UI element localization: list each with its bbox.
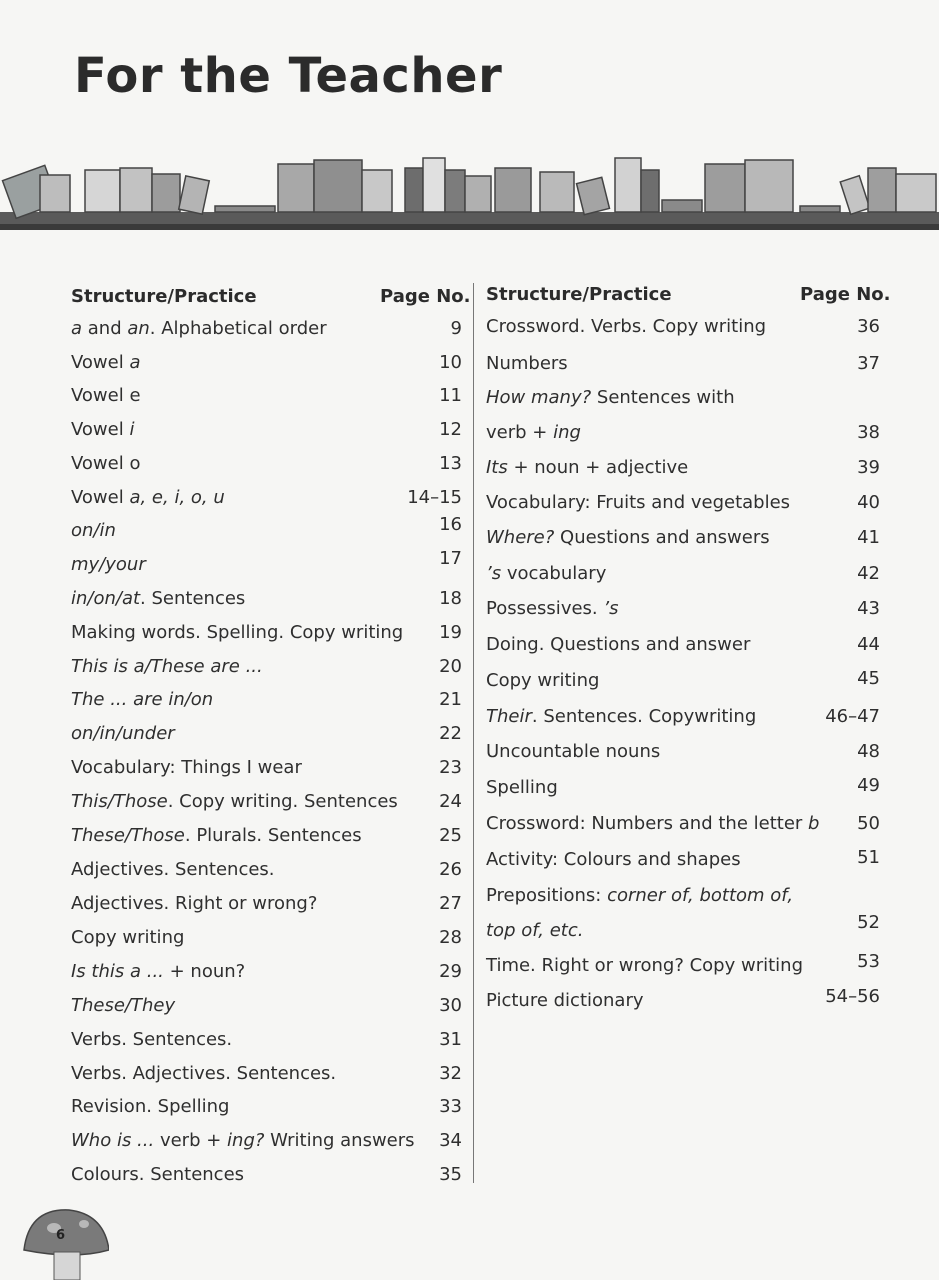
toc-row-page: 30	[439, 995, 462, 1016]
page-number: 6	[56, 1228, 66, 1243]
toc-row	[486, 885, 880, 909]
toc-row-page: 14–15	[407, 487, 462, 508]
toc-row-label	[486, 955, 803, 976]
toc-row	[71, 995, 462, 1019]
toc-row-label	[71, 791, 398, 812]
toc-row-text: verb +	[154, 1130, 228, 1151]
toc-row-text: . Plurals. Sentences	[184, 825, 362, 846]
toc-row-page: 24	[439, 791, 462, 812]
toc-row-page: 22	[439, 723, 462, 744]
left-header-label: Structure/Practice	[71, 286, 257, 307]
page-title: For the Teacher	[74, 48, 503, 104]
toc-row	[486, 741, 880, 765]
toc-row-text: ’s	[486, 563, 502, 584]
toc-row-page: 48	[857, 741, 880, 762]
toc-row-text: Questions and answers	[554, 527, 770, 548]
toc-row-page: 23	[439, 757, 462, 778]
toc-row-page: 16	[439, 514, 462, 535]
toc-row-label	[71, 893, 317, 914]
toc-row	[486, 813, 880, 837]
toc-row	[486, 986, 880, 1014]
toc-row-label	[71, 520, 116, 541]
toc-row-page: 33	[439, 1096, 462, 1117]
toc-row-text: Numbers	[486, 353, 568, 374]
toc-row	[486, 777, 880, 801]
toc-row-text: These/They	[71, 995, 176, 1016]
toc-row	[71, 352, 462, 376]
toc-row	[486, 457, 880, 481]
toc-row	[71, 1164, 462, 1188]
toc-row-text: Revision. Spelling	[71, 1096, 230, 1117]
toc-row	[71, 961, 462, 985]
toc-row-label	[486, 387, 735, 408]
toc-row-page: 53	[857, 951, 880, 972]
toc-row-label	[71, 1096, 229, 1117]
toc-row-text: Doing. Questions and answer	[486, 634, 751, 655]
toc-row-page: 45	[857, 668, 880, 689]
toc-row-label	[71, 385, 141, 406]
toc-row-page: 37	[857, 353, 880, 374]
toc-row-text: on/in	[71, 520, 116, 541]
toc-row-text: Where?	[486, 527, 555, 548]
toc-row-text: Crossword: Numbers and the letter	[486, 813, 809, 834]
toc-row-label	[71, 622, 403, 643]
toc-row-text: Adjectives. Right or wrong?	[71, 893, 318, 914]
toc-row-text: i	[129, 419, 135, 440]
bookshelf-illustration	[0, 150, 939, 245]
toc-row-text: in/on/at	[71, 588, 141, 609]
toc-row	[71, 1063, 462, 1087]
toc-row-text: . Alphabetical order	[149, 318, 327, 339]
toc-row-label	[486, 885, 793, 906]
toc-row-label	[486, 492, 790, 513]
toc-row-text: . Sentences. Copywriting	[531, 706, 757, 727]
toc-row-text: b	[808, 813, 820, 834]
toc-row-page: 40	[857, 492, 880, 513]
toc-row-label	[71, 419, 134, 440]
toc-row-page: 31	[439, 1029, 462, 1050]
toc-row-text: . Copy writing. Sentences	[167, 791, 398, 812]
toc-row-text: How many?	[486, 387, 592, 408]
toc-row	[71, 588, 462, 612]
toc-row	[486, 706, 880, 730]
toc-row	[71, 1130, 462, 1154]
toc-row-text: and	[82, 318, 128, 339]
toc-row	[71, 548, 462, 578]
toc-row-text: Spelling	[486, 777, 558, 798]
toc-row-text: vocabulary	[501, 563, 607, 584]
toc-row-page: 17	[439, 548, 462, 569]
toc-row-page: 32	[439, 1063, 462, 1084]
toc-row	[71, 757, 462, 781]
toc-row	[71, 656, 462, 680]
toc-row-page: 29	[439, 961, 462, 982]
toc-row-text: This is a/These are ...	[71, 656, 263, 677]
toc-row	[486, 492, 880, 516]
toc-row-label	[71, 723, 175, 744]
toc-row-text: Colours. Sentences	[71, 1164, 245, 1185]
toc-row-page: 38	[857, 422, 880, 443]
toc-row	[71, 419, 462, 443]
toc-row-page: 21	[439, 689, 462, 710]
toc-row-page: 13	[439, 453, 462, 474]
toc-row-text: . Sentences	[140, 588, 246, 609]
toc-row-text: Who is ...	[71, 1130, 155, 1151]
toc-row-page: 44	[857, 634, 880, 655]
toc-row-text: + noun?	[163, 961, 246, 982]
toc-row-page: 20	[439, 656, 462, 677]
toc-row	[71, 1029, 462, 1053]
column-divider	[473, 283, 474, 1183]
toc-row-text: Verbs. Adjectives. Sentences.	[71, 1063, 337, 1084]
toc-row-text: The ... are in/on	[71, 689, 214, 710]
toc-row-label	[71, 554, 146, 575]
toc-row-text: Activity: Colours and shapes	[486, 849, 741, 870]
toc-row-page: 54–56	[825, 986, 880, 1007]
toc-row	[71, 859, 462, 883]
toc-row-text: Sentences with	[591, 387, 735, 408]
toc-row-text: verb +	[486, 422, 554, 443]
toc-row	[486, 387, 880, 411]
toc-row-text: Prepositions:	[486, 885, 608, 906]
toc-row	[486, 422, 880, 446]
toc-row-label	[486, 670, 599, 691]
toc-row-text: ing	[553, 422, 581, 443]
toc-row	[71, 927, 462, 951]
toc-row-page: 35	[439, 1164, 462, 1185]
toc-row-label	[71, 453, 140, 474]
toc-row	[71, 689, 462, 713]
toc-row-page: 12	[439, 419, 462, 440]
toc-row-label	[486, 598, 618, 619]
toc-row-text: Vocabulary: Fruits and vegetables	[486, 492, 791, 513]
toc-row-text: Verbs. Sentences.	[71, 1029, 233, 1050]
toc-row-text: a	[71, 318, 83, 339]
toc-row	[486, 316, 880, 340]
toc-row-page: 18	[439, 588, 462, 609]
toc-row-label	[486, 527, 770, 548]
toc-row	[71, 791, 462, 815]
toc-row	[71, 453, 462, 477]
toc-row-text: on/in/under	[71, 723, 175, 744]
toc-row-label	[486, 849, 741, 870]
toc-row-text: Uncountable nouns	[486, 741, 661, 762]
toc-row	[486, 912, 880, 944]
toc-row	[486, 634, 880, 658]
toc-row-text: corner of, bottom of,	[607, 885, 794, 906]
toc-row-label	[71, 757, 302, 778]
toc-row-page: 49	[857, 775, 880, 796]
toc-row-text: my/your	[71, 554, 146, 575]
toc-row-text: Picture dictionary	[486, 990, 644, 1011]
toc-row-text: Is this a ...	[71, 961, 164, 982]
toc-row-text: + noun + adjective	[507, 457, 689, 478]
toc-row-text: This/Those	[71, 791, 168, 812]
right-header-label: Structure/Practice	[486, 284, 672, 305]
toc-row-text: top of, etc.	[486, 920, 584, 941]
toc-row-label	[71, 927, 184, 948]
toc-row-label	[71, 825, 362, 846]
toc-row-page: 26	[439, 859, 462, 880]
toc-row	[486, 598, 880, 622]
toc-row-label	[486, 563, 606, 584]
toc-row-text: Vocabulary: Things I wear	[71, 757, 302, 778]
toc-row-text: Making words. Spelling. Copy writing	[71, 622, 404, 643]
toc-row-label	[71, 487, 225, 508]
toc-row	[71, 487, 462, 511]
toc-row-label	[71, 961, 245, 982]
toc-row-text: Vowel	[71, 419, 130, 440]
toc-row-text: Vowel	[71, 487, 130, 508]
toc-row	[486, 670, 880, 694]
toc-row-text: Vowel e	[71, 385, 141, 406]
toc-row-text: These/Those	[71, 825, 185, 846]
toc-row-label	[71, 1063, 336, 1084]
toc-row-text: Crossword. Verbs. Copy writing	[486, 316, 767, 337]
left-header-page: Page No.	[380, 286, 471, 307]
toc-row	[71, 723, 462, 747]
toc-row	[486, 951, 880, 979]
toc-row-text: Copy writing	[71, 927, 185, 948]
toc-row-label	[71, 352, 140, 373]
toc-row-label	[71, 1130, 415, 1151]
toc-row-page: 10	[439, 352, 462, 373]
toc-row-page: 52	[857, 912, 880, 933]
toc-row	[71, 825, 462, 849]
toc-row-text: Vowel	[71, 352, 130, 373]
toc-row-label	[486, 353, 568, 374]
toc-row	[71, 385, 462, 409]
toc-row-text: Their	[486, 706, 532, 727]
toc-row-label	[486, 741, 660, 762]
toc-row-label	[486, 920, 583, 941]
toc-row-page: 27	[439, 893, 462, 914]
toc-row-label	[71, 859, 275, 880]
toc-row-page: 9	[450, 318, 462, 339]
toc-row-label	[486, 316, 766, 337]
toc-row-text: Copy writing	[486, 670, 600, 691]
toc-row-text: Adjectives. Sentences.	[71, 859, 275, 880]
toc-row-label	[486, 777, 558, 798]
toc-row	[486, 563, 880, 587]
toc-row-label	[486, 634, 750, 655]
toc-row-page: 34	[439, 1130, 462, 1151]
toc-row-label	[71, 656, 263, 677]
toc-row-page: 50	[857, 813, 880, 834]
toc-row-text: Its	[486, 457, 508, 478]
toc-row-text: a, e, i, o, u	[129, 487, 225, 508]
toc-row-label	[71, 318, 327, 339]
toc-row-text: a	[129, 352, 141, 373]
toc-row-label	[486, 706, 756, 727]
toc-row-label	[71, 1029, 232, 1050]
toc-row-text: Writing answers	[264, 1130, 415, 1151]
toc-row	[71, 893, 462, 917]
toc-row-text: Vowel o	[71, 453, 141, 474]
toc-row-text: ’s	[603, 598, 619, 619]
toc-row-page: 41	[857, 527, 880, 548]
toc-row-label	[486, 422, 581, 443]
toc-row-label	[71, 588, 245, 609]
toc-row-page: 11	[439, 385, 462, 406]
toc-row	[486, 527, 880, 551]
toc-row-label	[71, 995, 175, 1016]
toc-row-page: 25	[439, 825, 462, 846]
toc-row-page: 19	[439, 622, 462, 643]
toc-row-text: an	[127, 318, 150, 339]
toc-row-page: 36	[857, 316, 880, 337]
toc-row-page: 42	[857, 563, 880, 584]
toc-row	[71, 622, 462, 646]
toc-row-text: Possessives.	[486, 598, 604, 619]
toc-row-label	[71, 689, 213, 710]
toc-row-page: 39	[857, 457, 880, 478]
toc-row-page: 43	[857, 598, 880, 619]
toc-row-page: 46–47	[825, 706, 880, 727]
right-header-page: Page No.	[800, 284, 891, 305]
toc-row-page: 51	[857, 847, 880, 868]
toc-row-label	[486, 990, 644, 1011]
toc-row-label	[486, 457, 688, 478]
toc-row-text: Time. Right or wrong? Copy writing	[486, 955, 803, 976]
toc-row	[71, 1096, 462, 1120]
toc-row	[71, 318, 462, 342]
toc-row-label	[486, 813, 819, 834]
toc-row-label	[71, 1164, 244, 1185]
toc-row-text: ing?	[227, 1130, 265, 1151]
toc-row	[486, 353, 880, 377]
toc-row	[486, 849, 880, 873]
toc-row	[71, 514, 462, 544]
toc-row-page: 28	[439, 927, 462, 948]
